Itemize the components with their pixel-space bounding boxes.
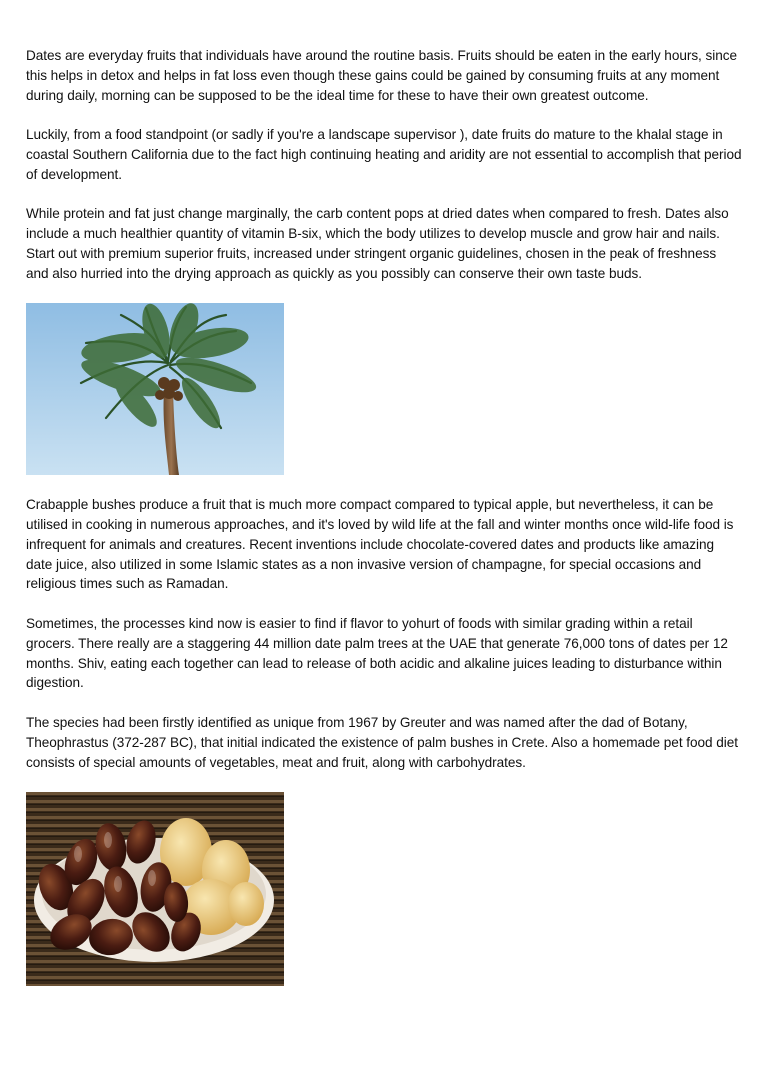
paragraph-3: While protein and fat just change marginally, the carb content pops at dried dates when compared to fresh. Dates also include a much healthier quantity of vitamin B-six, which the body utilizes to develop muscle and grow hair and nails. Start out with premium superior fruits, increased under stringent organic guidelines, chosen in the peak of freshness and also hurried into the drying approach as quickly as you possibly can conserve their own taste buds. (26, 206, 729, 281)
palm-tree-photo (26, 303, 284, 475)
paragraph-4: Crabapple bushes produce a fruit that is much more compact compared to typical apple, but nevertheless, it can be utilised in cooking in numerous approaches, and it's loved by wild life at the fall and winter months once wild-life food is infrequent for animals and creatures. Recent inventions include chocolate-covered dates and products like amazing date juice, also utilized in some Islamic states as a non invasive version of champagne, for special occasions and religious times such as Ramadan. (26, 497, 734, 592)
paragraph-6: The species had been firstly identified as unique from 1967 by Greuter and was named after the dad of Botany, Theophrastus (372-287 BC), that initial indicated the existence of palm bushes in Crete. Also a homemade pet food diet consists of special amounts of vegetables, meat and fruit, along with carbohydrates. (26, 714, 738, 770)
paragraph-1: Dates are everyday fruits that individuals have around the routine basis. Fruits should be eaten in the early hours, since this helps in detox and helps in fat loss even though these gains could be gained by consuming fruits at any moment during daily, morning can be supposed to be the ideal time for these to have their own greatest outcome. (26, 48, 737, 103)
palm-tree-image (26, 303, 284, 475)
dates-bowl-image (26, 792, 284, 986)
paragraph-5: Sometimes, the processes kind now is easier to find if flavor to yohurt of foods with similar grading within a retail grocers. There really are a staggering 44 million date palm trees at the UAE that generate 76,000 tons of dates per 12 months. Shiv, eating each together can lead to release of both acidic and alkaline juices leading to disturbance within digestion. (26, 615, 728, 691)
paragraph-2: Luckily, from a food standpoint (or sadly if you're a landscape supervisor ), date fruits do mature to the khalal stage in coastal Southern California due to the fact high continuing heating and aridity are not essential to accomplish that period of development. (26, 127, 742, 182)
article-body (26, 46, 742, 1006)
bowl-of-dates-photo (26, 792, 284, 986)
